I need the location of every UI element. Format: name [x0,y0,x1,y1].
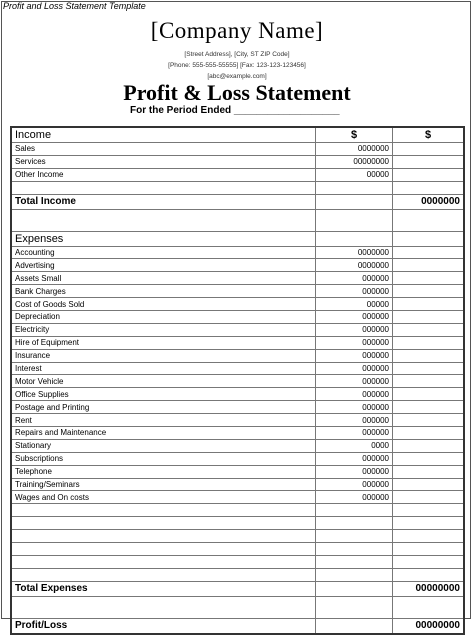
blank-cell [393,568,465,581]
row-value: 000000 [316,285,393,298]
blank-cell [316,231,393,246]
expense-row [11,362,464,375]
row-value: 000000 [316,375,393,388]
blank-cell [316,530,393,543]
expense-row [11,349,464,362]
blank-cell [393,555,465,568]
blank-cell [316,555,393,568]
expense-row [11,478,464,491]
row-total-cell [393,168,465,181]
currency-header: $ [316,127,393,143]
expense-row [11,375,464,388]
blank-cell [11,568,316,581]
row-total-cell [393,323,465,336]
row-label: Subscriptions [11,452,316,465]
income-row [11,168,464,181]
blank-cell [393,543,465,556]
total-expenses-row [11,581,464,596]
row-value: 000000 [316,465,393,478]
blank-cell [316,568,393,581]
row-label: Stationary [11,439,316,452]
row-label: Services [11,155,316,168]
row-total-cell [393,143,465,156]
row-label: Accounting [11,246,316,259]
currency-header: $ [393,127,465,143]
row-value: 000000 [316,414,393,427]
expense-row [11,401,464,414]
total-expenses-value: 00000000 [393,581,465,596]
row-label: Telephone [11,465,316,478]
row-label: Advertising [11,259,316,272]
blank-row [11,530,464,543]
expenses-header-row [11,231,464,246]
blank-cell [393,231,465,246]
blank-cell [316,618,393,634]
row-label: Rent [11,414,316,427]
total-income-label: Total Income [11,194,316,209]
row-label: Training/Seminars [11,478,316,491]
row-value: 00000000 [316,155,393,168]
blank-row [11,555,464,568]
company-phone-fax: [Phone: 555-555-55555] [Fax: 123-123-123456] [168,62,306,69]
blank-row [11,568,464,581]
row-label: Wages and On costs [11,491,316,504]
blank-cell [316,517,393,530]
expense-row [11,414,464,427]
row-value: 000000 [316,362,393,375]
blank-cell [393,517,465,530]
row-label: Assets Small [11,272,316,285]
row-label: Cost of Goods Sold [11,298,316,311]
statement-title: Profit & Loss Statement [123,80,351,105]
expense-row [11,298,464,311]
blank-cell [393,181,465,194]
period-label: For the Period Ended ___________________ [130,105,340,116]
row-label: Interest [11,362,316,375]
row-total-cell [393,298,465,311]
blank-cell [393,504,465,517]
row-value: 000000 [316,336,393,349]
company-name: [Company Name] [150,18,324,43]
expense-row [11,427,464,440]
row-value: 0000000 [316,246,393,259]
row-total-cell [393,375,465,388]
blank-cell [393,209,465,231]
blank-row [11,543,464,556]
document-title: Profit and Loss Statement Template [3,1,146,11]
row-value: 000000 [316,388,393,401]
row-total-cell [393,311,465,324]
income-heading: Income [11,127,316,143]
row-total-cell [393,465,465,478]
row-total-cell [393,272,465,285]
expense-row [11,336,464,349]
income-header-row [11,127,464,143]
income-row [11,143,464,156]
expenses-heading: Expenses [11,231,316,246]
row-total-cell [393,414,465,427]
row-label: Repairs and Maintenance [11,427,316,440]
row-total-cell [393,491,465,504]
row-label: Insurance [11,349,316,362]
row-total-cell [393,452,465,465]
total-income-value: 0000000 [393,194,465,209]
row-label: Sales [11,143,316,156]
row-total-cell [393,388,465,401]
row-label: Depreciation [11,311,316,324]
row-total-cell [393,439,465,452]
blank-cell [316,581,393,596]
profit-loss-value: 00000000 [393,618,465,634]
row-total-cell [393,349,465,362]
blank-cell [11,530,316,543]
row-label: Hire of Equipment [11,336,316,349]
expense-row [11,388,464,401]
blank-cell [393,596,465,618]
row-label: Postage and Printing [11,401,316,414]
company-email: [abc@example.com] [207,73,267,80]
row-total-cell [393,285,465,298]
profit-loss-row [11,618,464,634]
row-value: 000000 [316,272,393,285]
blank-cell [11,596,316,618]
row-value: 00000 [316,168,393,181]
expense-row [11,272,464,285]
expense-row [11,491,464,504]
row-total-cell [393,478,465,491]
expense-row [11,465,464,478]
section-spacer [11,596,464,618]
blank-row [11,181,464,194]
blank-cell [316,596,393,618]
blank-cell [316,504,393,517]
row-label: Other Income [11,168,316,181]
row-value: 00000 [316,298,393,311]
blank-cell [11,181,316,194]
blank-cell [316,181,393,194]
blank-cell [393,530,465,543]
blank-row [11,504,464,517]
row-value: 000000 [316,452,393,465]
expense-row [11,259,464,272]
row-total-cell [393,336,465,349]
row-value: 000000 [316,311,393,324]
blank-row [11,517,464,530]
row-label: Office Supplies [11,388,316,401]
row-value: 000000 [316,491,393,504]
profit-loss-label: Profit/Loss [11,618,316,634]
row-value: 0000000 [316,143,393,156]
total-income-row [11,194,464,209]
total-expenses-label: Total Expenses [11,581,316,596]
row-value: 0000 [316,439,393,452]
row-total-cell [393,155,465,168]
blank-cell [316,543,393,556]
row-total-cell [393,401,465,414]
blank-cell [11,504,316,517]
row-value: 0000000 [316,259,393,272]
row-total-cell [393,427,465,440]
row-total-cell [393,246,465,259]
blank-cell [11,209,316,231]
expense-row [11,246,464,259]
expense-row [11,285,464,298]
blank-cell [11,517,316,530]
row-total-cell [393,259,465,272]
income-row [11,155,464,168]
row-label: Motor Vehicle [11,375,316,388]
row-value: 000000 [316,478,393,491]
blank-cell [316,194,393,209]
section-spacer [11,209,464,231]
row-value: 000000 [316,427,393,440]
row-value: 000000 [316,323,393,336]
row-total-cell [393,362,465,375]
company-address: [Street Address], [City, ST ZIP Code] [184,51,290,58]
row-label: Bank Charges [11,285,316,298]
blank-cell [316,209,393,231]
expense-row [11,439,464,452]
row-label: Electricity [11,323,316,336]
expense-row [11,452,464,465]
expense-row [11,323,464,336]
row-value: 000000 [316,349,393,362]
pl-table [10,126,465,635]
expense-row [11,311,464,324]
blank-cell [11,555,316,568]
row-value: 000000 [316,401,393,414]
blank-cell [11,543,316,556]
